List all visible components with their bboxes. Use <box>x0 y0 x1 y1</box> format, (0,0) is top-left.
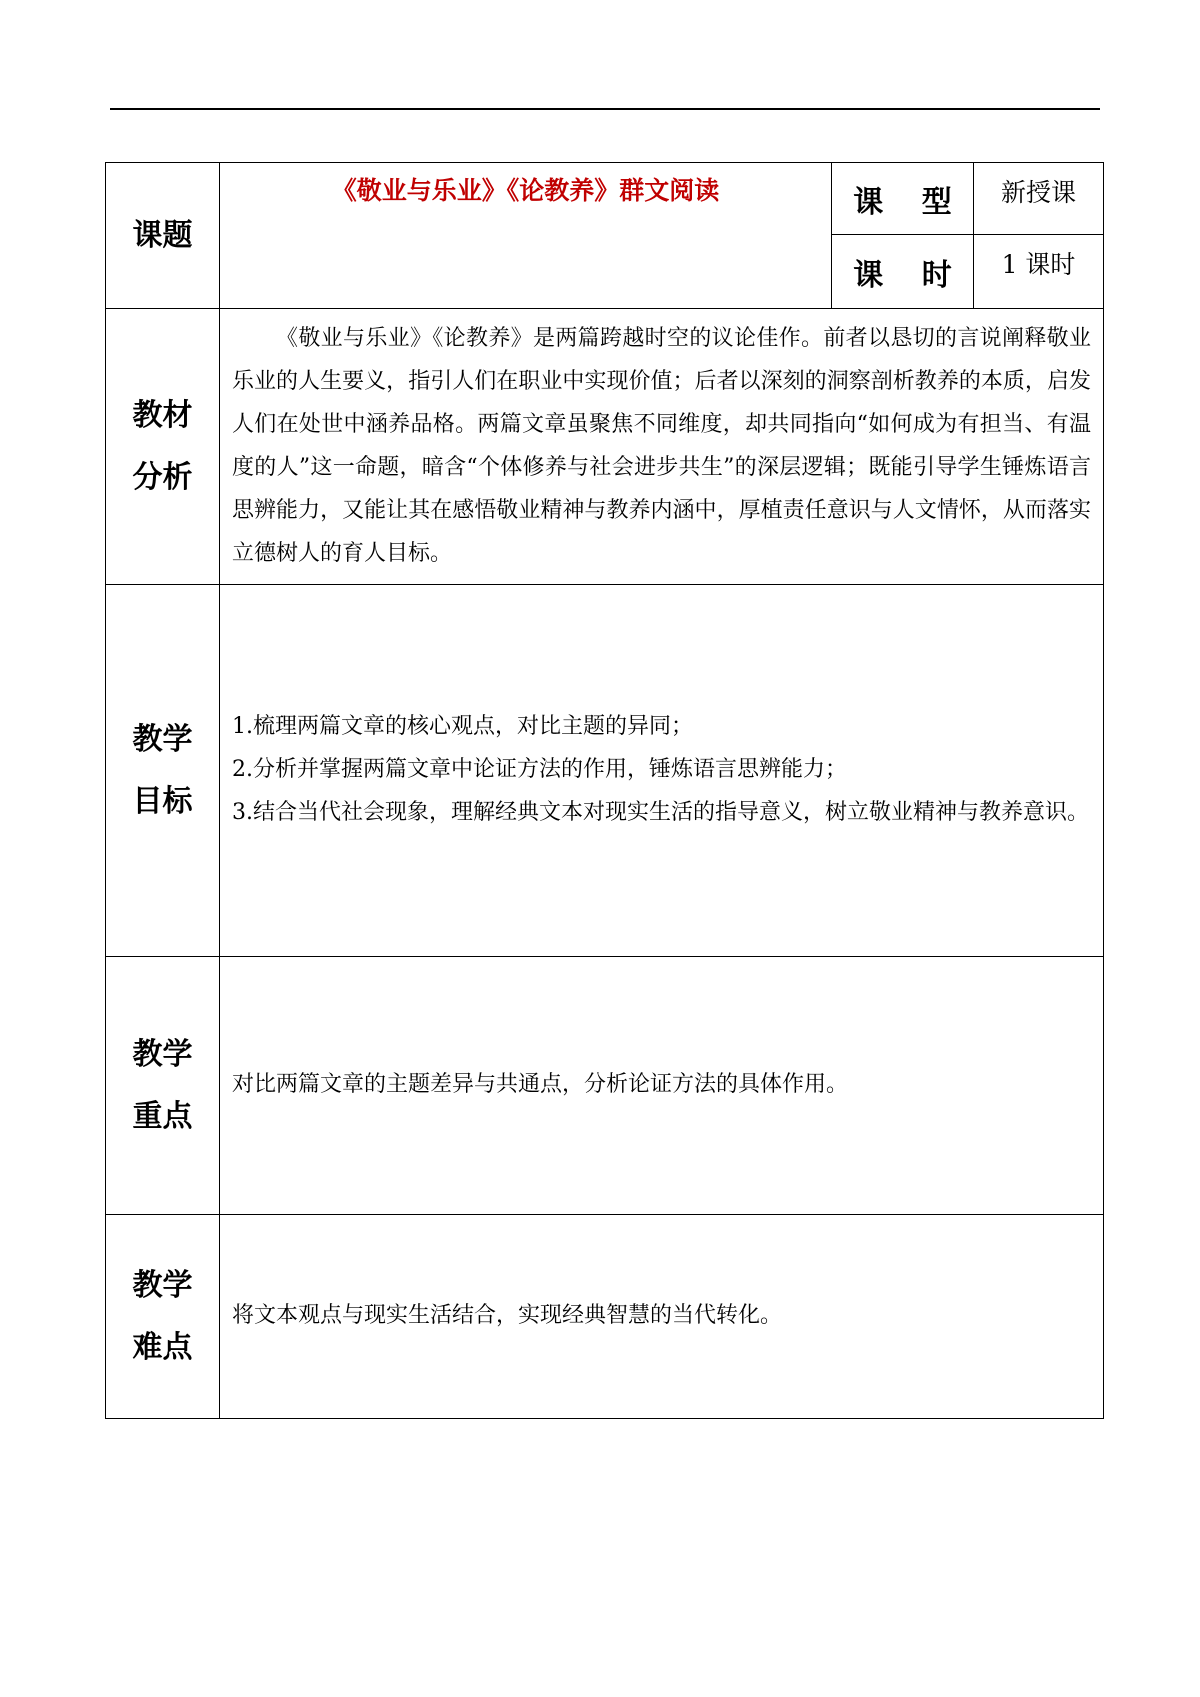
goals-row <box>106 585 1104 957</box>
focus-label-line2: 重点 <box>132 1098 193 1134</box>
analysis-label-line2: 分析 <box>132 459 193 495</box>
lesson-hours-label-cell <box>832 235 974 309</box>
goals-label-line1: 教学 <box>132 721 193 757</box>
lesson-hours-value-cell <box>974 235 1104 309</box>
difficulty-row <box>106 1215 1104 1419</box>
goals-list <box>220 585 1104 957</box>
focus-label-line1: 教学 <box>132 1036 193 1072</box>
goals-label-line2: 目标 <box>132 783 193 819</box>
lesson-type-label: 课 型 <box>853 184 966 220</box>
lesson-hours-label: 课 时 <box>853 257 966 293</box>
lesson-plan-table <box>105 162 1104 1419</box>
goal-item: 3.结合当代社会现象，理解经典文本对现实生活的指导意义，树立敬业精神与教养意识。 <box>232 800 1089 825</box>
header-rule <box>110 108 1100 110</box>
lesson-type-value-cell <box>974 163 1104 235</box>
difficulty-label-cell <box>106 1215 220 1419</box>
goal-item: 1.梳理两篇文章的核心观点，对比主题的异同； <box>232 714 693 739</box>
focus-row <box>106 957 1104 1215</box>
lesson-hours-value: 1 课时 <box>1001 250 1076 279</box>
topic-title-cell <box>220 163 832 309</box>
difficulty-label-line1: 教学 <box>132 1267 193 1303</box>
goal-item: 2.分析并掌握两篇文章中论证方法的作用，锤炼语言思辨能力； <box>232 757 847 782</box>
lesson-type-value: 新授课 <box>1000 178 1076 207</box>
lesson-title: 《敬业与乐业》《论教养》群文阅读 <box>331 176 720 205</box>
difficulty-label-line2: 难点 <box>132 1329 193 1365</box>
analysis-text: 《敬业与乐业》《论教养》是两篇跨越时空的议论佳作。前者以恳切的言说阐释敬业乐业的人生要义，指引人们在职业中实现价值；后者以深刻的洞察剖析教养的本质，启发人们在处世中涵养品格。两篇文章虽聚焦不同维度，却共同指向“如何成为有担当、有温度的人”这一命题，暗含“个体修养与社会进步共生”的深层逻辑；既能引导学生锤炼语言思辨能力，又能让其在感悟敬业精神与教养内涵中，厚植责任意识与人文情怀，从而落实立德树人的育人目标。 <box>220 309 1104 585</box>
goals-label-cell <box>106 585 220 957</box>
focus-text: 对比两篇文章的主题差异与共通点，分析论证方法的具体作用。 <box>220 957 1104 1215</box>
topic-label-cell <box>106 163 220 309</box>
title-row <box>106 163 1104 235</box>
analysis-label-line1: 教材 <box>132 397 193 433</box>
topic-label: 课题 <box>132 217 193 253</box>
lesson-type-label-cell <box>832 163 974 235</box>
analysis-label-cell <box>106 309 220 585</box>
analysis-row <box>106 309 1104 585</box>
difficulty-text: 将文本观点与现实生活结合，实现经典智慧的当代转化。 <box>220 1215 1104 1419</box>
focus-label-cell <box>106 957 220 1215</box>
